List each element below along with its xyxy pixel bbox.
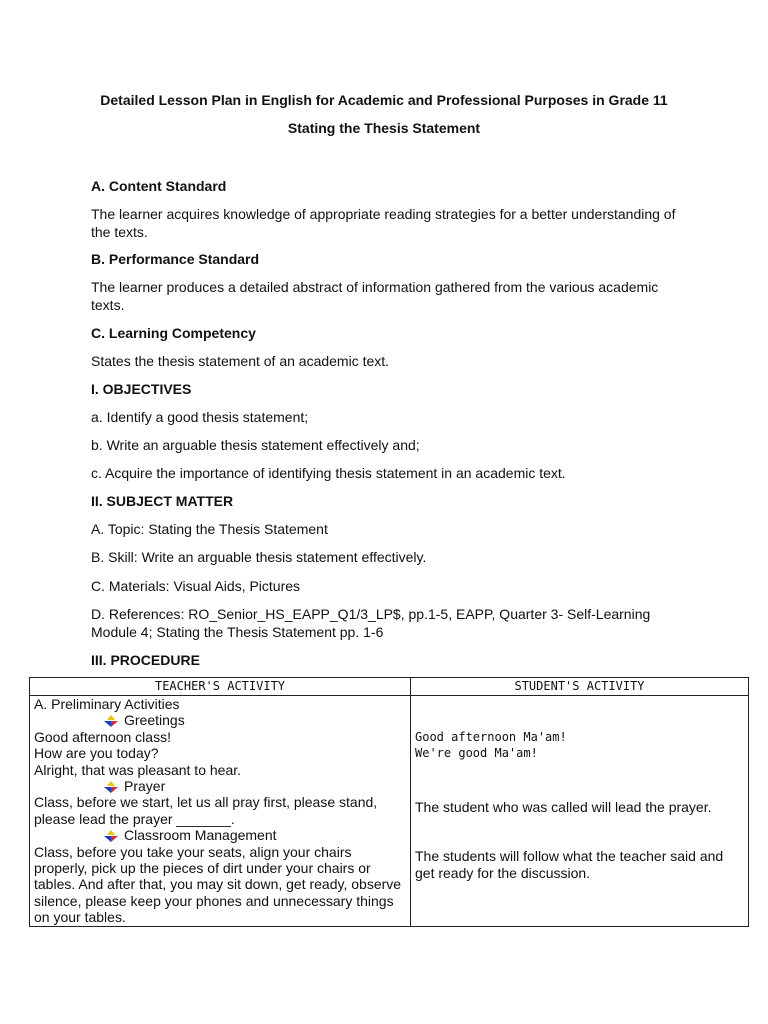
prayer-label: Prayer: [124, 778, 166, 795]
subject-matter-item: A. Topic: Stating the Thesis Statement: [91, 521, 328, 537]
objectives-heading: I. OBJECTIVES: [91, 381, 192, 397]
teacher-line: How are you today?: [34, 745, 159, 762]
student-line: We're good Ma'am!: [415, 746, 538, 760]
teacher-line: Alright, that was pleasant to hear.: [34, 761, 242, 778]
activity-table: [29, 677, 749, 927]
learning-competency-text: States the thesis statement of an academic text.: [91, 353, 390, 369]
arrow-bullet-icon: [104, 830, 118, 842]
content-standard-heading: A. Content Standard: [91, 178, 227, 194]
table-row: [30, 696, 749, 927]
performance-standard-text: The learner produces a detailed abstract of information gathered from the various academic texts.: [91, 279, 659, 313]
student-line: The student who was called will lead the prayer.: [415, 799, 712, 815]
objective-item: b. Write an arguable thesis statement effectively and;: [91, 437, 420, 453]
objective-item: c. Acquire the importance of identifying thesis statement in an academic text.: [91, 465, 566, 481]
student-activity-header: STUDENT'S ACTIVITY: [411, 678, 749, 696]
subject-matter-heading: II. SUBJECT MATTER: [91, 493, 234, 509]
teacher-line: Good afternoon class!: [34, 728, 171, 745]
arrow-bullet-icon: [104, 781, 118, 793]
student-line: Good afternoon Ma'am!: [415, 730, 567, 744]
subject-matter-item: B. Skill: Write an arguable thesis statement effectively.: [91, 549, 427, 565]
classroom-management-row: [34, 827, 406, 843]
subject-matter-item: D. References: RO_Senior_HS_EAPP_Q1/3_LP$, pp.1-5, EAPP, Quarter 3- Self-Learning Module 4; Stating the Thesis Statement pp. 1-6: [91, 606, 651, 640]
greetings-label: Greetings: [124, 712, 185, 729]
classroom-management-label: Classroom Management: [124, 827, 277, 844]
content-standard-text: The learner acquires knowledge of appropriate reading strategies for a better understanding of the texts.: [91, 206, 676, 240]
performance-standard-heading: B. Performance Standard: [91, 251, 260, 267]
teacher-activity-cell: [30, 696, 411, 927]
procedure-heading: III. PROCEDURE: [91, 652, 200, 668]
prayer-row: [34, 778, 406, 794]
objective-item: a. Identify a good thesis statement;: [91, 409, 309, 425]
student-line: The students will follow what the teacher said and get ready for the discussion.: [415, 848, 724, 881]
teacher-line: Class, before we start, let us all pray first, please stand, please lead the prayer _______.: [34, 794, 378, 827]
arrow-bullet-icon: [104, 715, 118, 727]
teacher-activity-header: TEACHER'S ACTIVITY: [30, 678, 411, 696]
teacher-line: Class, before you take your seats, align your chairs properly, pick up the pieces of dirt under your chairs or tables. And after that, you may sit down, get ready, observe silence, please keep your phones and unnecessary things on your tables.: [34, 843, 402, 926]
greetings-row: [34, 712, 406, 728]
document-title: Detailed Lesson Plan in English for Academic and Professional Purposes in Grade 11: [100, 92, 668, 108]
subject-matter-item: C. Materials: Visual Aids, Pictures: [91, 578, 301, 594]
preliminary-activities-label: A. Preliminary Activities: [34, 696, 180, 712]
table-header-row: [30, 678, 749, 696]
document-subtitle: Stating the Thesis Statement: [287, 120, 481, 136]
learning-competency-heading: C. Learning Competency: [91, 325, 256, 341]
student-activity-cell: [411, 696, 749, 927]
